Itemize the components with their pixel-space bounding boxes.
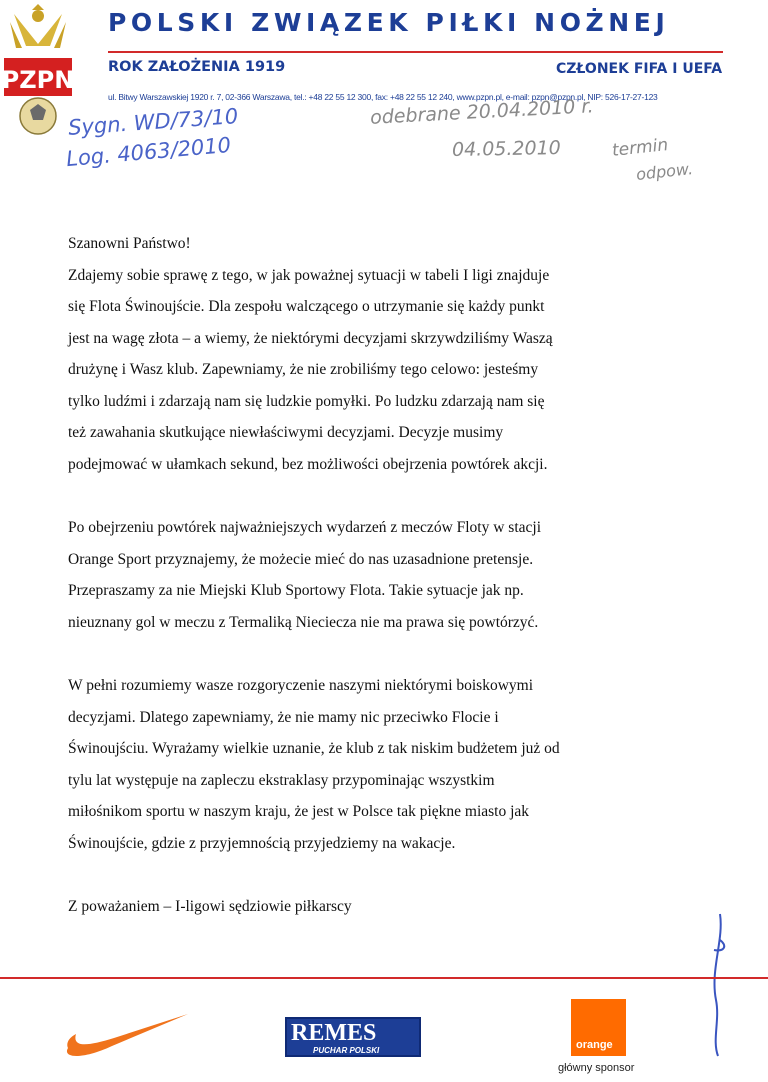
remes-logo: [285, 1017, 421, 1057]
handwritten-deadline-label: termin: [611, 135, 670, 161]
pzpn-logo: [2, 4, 74, 136]
founded-text: ROK ZAŁOŻENIA 1919: [108, 59, 286, 75]
paragraph-3: W pełni rozumiemy wasze rozgoryczenie naszymi niektórymi boiskowymi decyzjami. Dlatego zapewniamy, że nie mamy nic przeciwko Flocie i Świnoujściu. Wyrażamy wielkie uznanie, że klub z tak niskim budżetem już od tylu lat występuje na zapleczu ekstraklasy przypominając wszystkim miłośnikom sportu w naszym kraju, że jest w Polsce tak piękne miasto jak Świnoujście, gdzie z przyjemnością przyjedziemy na wakacje.: [68, 677, 560, 852]
org-name: POLSKI ZWIĄZEK PIŁKI NOŻNEJ: [108, 8, 670, 37]
orange-logo: [571, 999, 626, 1056]
handwritten-deadline-date: 04.05.2010: [451, 137, 561, 161]
paragraph-2: Po obejrzeniu powtórek najważniejszych wydarzeń z meczów Floty w stacji Orange Sport przyznajemy, że możecie mieć do nas uzasadnione pretensje. Przepraszamy za nie Miejski Klub Sportowy Flota. Takie sytuacje jak np. nieuznany gol w meczu z Termaliką Nieciecza nie ma prawa się powtórzyć.: [68, 519, 542, 631]
handwritten-log-number: Log. 4063/2010: [65, 132, 232, 172]
closing: Z poważaniem – I-ligowi sędziowie piłkarscy: [68, 898, 352, 915]
footer-divider: [0, 977, 768, 979]
orange-wordmark: orange: [576, 1039, 613, 1051]
paragraph-1: Zdajemy sobie sprawę z tego, w jak poważnej sytuacji w tabeli I ligi znajduje się Flota Świnoujście. Dla zespołu walczącego o utrzymanie się każdy punkt jest na wagę złota – a wiemy, że niektórymi decyzjami skrzywdziliśmy Waszą drużynę i Wasz klub. Zapewniamy, że nie zrobiliśmy tego celowo: jesteśmy tylko ludźmi i zdarzają nam się ludzkie pomyłki. Po ludzku zdarzają nam się też zawahania skutkujące niewłaściwymi decyzjami. Decyzje musimy podejmować w ułamkach sekund, bez możliwości obejrzenia powtórek akcji.: [68, 266, 553, 473]
handwritten-received-date: odebrane 20.04.2010 r.: [369, 95, 595, 129]
address-line: ul. Bitwy Warszawskiej 1920 r. 7, 02-366 Warszawa, tel.: +48 22 55 12 300, fax: +48 22 55 12 240, www.pzpn.pl, e-mail: pzpn@pzpn.pl, NIP: 526-17-27-123: [108, 92, 658, 102]
handwritten-reference: Sygn. WD/73/10: [67, 104, 239, 140]
logo-text: PZPN: [2, 66, 74, 94]
handwritten-deadline-label-2: odpow.: [635, 159, 694, 184]
nike-swoosh-logo: [62, 1008, 190, 1058]
signature-scribble: [690, 910, 750, 1060]
member-text: CZŁONEK FIFA I UEFA: [556, 61, 723, 77]
salutation: Szanowni Państwo!: [68, 235, 191, 252]
remes-subtitle: PUCHAR POLSKI: [313, 1046, 380, 1055]
letter-body: [68, 228, 708, 923]
header-divider: [108, 51, 723, 53]
remes-wordmark: REMES: [291, 1020, 377, 1046]
sponsor-label: główny sponsor: [558, 1062, 635, 1074]
